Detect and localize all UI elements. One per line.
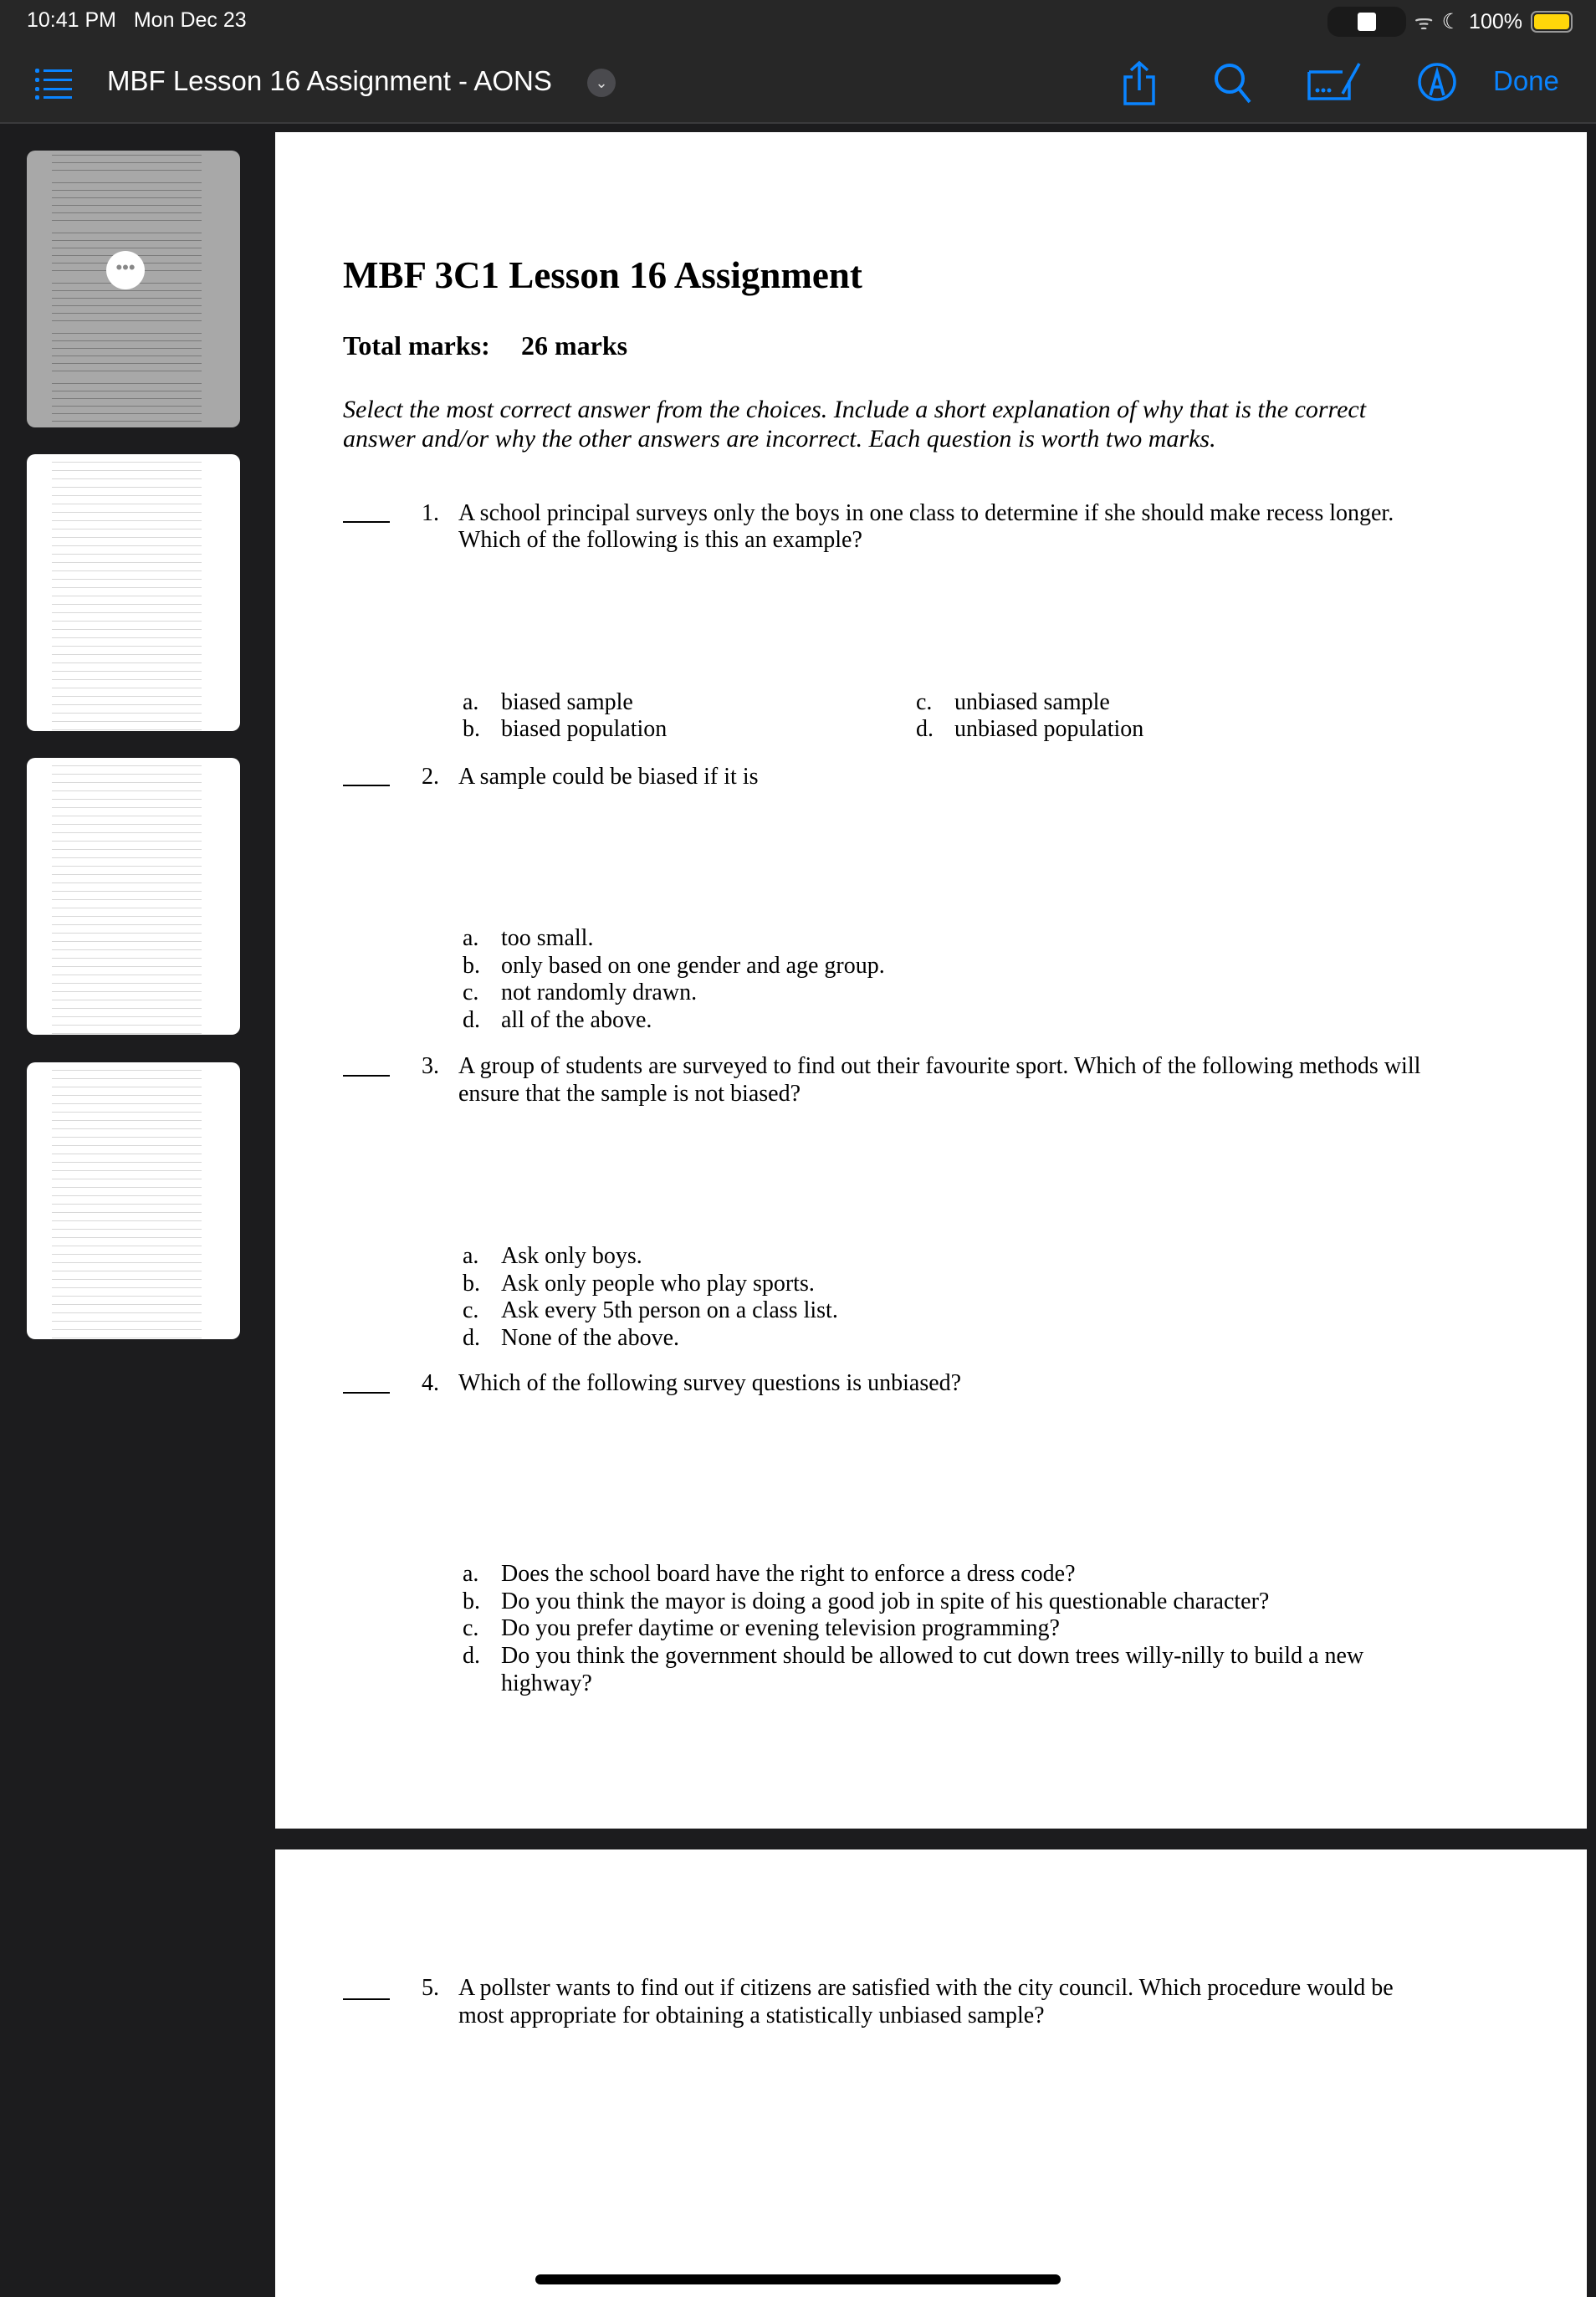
- markup-icon[interactable]: [1307, 60, 1361, 102]
- choice-letter: c.: [463, 980, 479, 1005]
- question-text: A pollster wants to find out if citizens are satisfied with the city council. Which procedure would be: [458, 1975, 1394, 2001]
- choice-letter: d.: [463, 1007, 480, 1033]
- choice-letter: b.: [463, 1588, 480, 1614]
- question-number: 1.: [422, 500, 439, 526]
- choice-letter: c.: [463, 1297, 479, 1323]
- choice-text: None of the above.: [501, 1325, 680, 1351]
- camera-indicator-icon: [1327, 7, 1406, 37]
- battery-icon: [1531, 11, 1573, 33]
- doc-title: MBF 3C1 Lesson 16 Assignment: [343, 254, 862, 296]
- pen-circle-icon[interactable]: [1417, 60, 1457, 104]
- choice-letter: c.: [916, 689, 933, 715]
- choice-text: Ask every 5th person on a class list.: [501, 1297, 838, 1323]
- question-text: most appropriate for obtaining a statistically unbiased sample?: [458, 2003, 1045, 2028]
- question-text: Which of the following is this an example?: [458, 527, 862, 553]
- page-thumbnail-2[interactable]: [27, 454, 240, 731]
- choice-text: not randomly drawn.: [501, 980, 698, 1005]
- choice-text: all of the above.: [501, 1007, 652, 1033]
- share-icon[interactable]: [1121, 60, 1158, 107]
- total-marks-label: Total marks:: [343, 330, 490, 361]
- choice-letter: d.: [463, 1643, 480, 1669]
- question-number: 4.: [422, 1370, 439, 1396]
- choice-letter: d.: [916, 716, 934, 742]
- page-thumbnail-sidebar: [0, 125, 264, 2297]
- document-title[interactable]: MBF Lesson 16 Assignment - AONS: [107, 65, 552, 96]
- choice-text: Ask only boys.: [501, 1243, 642, 1269]
- done-button[interactable]: Done: [1493, 65, 1559, 96]
- choice-text: Does the school board have the right to enforce a dress code?: [501, 1561, 1076, 1587]
- choice-letter: a.: [463, 1243, 479, 1269]
- choice-text: unbiased sample: [954, 689, 1110, 715]
- answer-blank[interactable]: [343, 1075, 390, 1077]
- answer-blank[interactable]: [343, 1998, 390, 2000]
- instructions: answer and/or why the other answers are incorrect. Each question is worth two marks.: [343, 425, 1216, 453]
- choice-text: biased sample: [501, 689, 633, 715]
- document-page-1: [275, 132, 1587, 1829]
- answer-blank[interactable]: [343, 521, 390, 523]
- battery-percent: 100%: [1469, 9, 1522, 33]
- question-text: Which of the following survey questions is unbiased?: [458, 1370, 962, 1396]
- wifi-icon: ᯤ: [1414, 11, 1434, 34]
- question-number: 3.: [422, 1053, 439, 1079]
- question-text: ensure that the sample is not biased?: [458, 1081, 801, 1107]
- answer-blank[interactable]: [343, 785, 390, 786]
- choice-letter: a.: [463, 689, 479, 715]
- choice-text: only based on one gender and age group.: [501, 953, 885, 979]
- question-number: 5.: [422, 1975, 439, 2001]
- choice-text: highway?: [501, 1670, 592, 1696]
- choice-letter: b.: [463, 953, 480, 979]
- more-options-icon[interactable]: •••: [106, 251, 145, 289]
- page-thumbnail-1[interactable]: [27, 151, 240, 427]
- choice-letter: b.: [463, 1271, 480, 1297]
- list-icon[interactable]: [35, 67, 74, 100]
- page-thumbnail-3[interactable]: [27, 758, 240, 1035]
- choice-text: too small.: [501, 925, 594, 951]
- status-time: 10:41 PM Mon Dec 23: [27, 8, 247, 32]
- choice-text: Do you prefer daytime or evening television programming?: [501, 1615, 1060, 1641]
- choice-letter: a.: [463, 1561, 479, 1587]
- search-icon[interactable]: [1213, 60, 1253, 107]
- status-bar: [0, 0, 1596, 43]
- choice-letter: a.: [463, 925, 479, 951]
- moon-icon: ☾: [1441, 10, 1461, 33]
- question-text: A sample could be biased if it is: [458, 764, 759, 790]
- choice-text: biased population: [501, 716, 668, 742]
- total-marks-value: 26 marks: [521, 330, 628, 361]
- toolbar: [0, 43, 1596, 124]
- question-text: A school principal surveys only the boys in one class to determine if she should make recess longer.: [458, 500, 1394, 526]
- choice-text: Do you think the mayor is doing a good job in spite of his questionable character?: [501, 1588, 1270, 1614]
- page-thumbnail-4[interactable]: [27, 1062, 240, 1339]
- question-text: A group of students are surveyed to find out their favourite sport. Which of the following methods will: [458, 1053, 1421, 1079]
- choice-letter: d.: [463, 1325, 480, 1351]
- chevron-down-icon[interactable]: ⌄: [587, 69, 616, 97]
- choice-letter: b.: [463, 716, 480, 742]
- question-number: 2.: [422, 764, 439, 790]
- answer-blank[interactable]: [343, 1392, 390, 1394]
- home-indicator[interactable]: [535, 2274, 1061, 2284]
- choice-letter: c.: [463, 1615, 479, 1641]
- choice-text: unbiased population: [954, 716, 1144, 742]
- instructions: Select the most correct answer from the choices. Include a short explanation of why that is the correct: [343, 396, 1367, 423]
- document-page-2: [275, 1849, 1587, 2297]
- choice-text: Ask only people who play sports.: [501, 1271, 815, 1297]
- choice-text: Do you think the government should be allowed to cut down trees willy-nilly to build a new: [501, 1643, 1364, 1669]
